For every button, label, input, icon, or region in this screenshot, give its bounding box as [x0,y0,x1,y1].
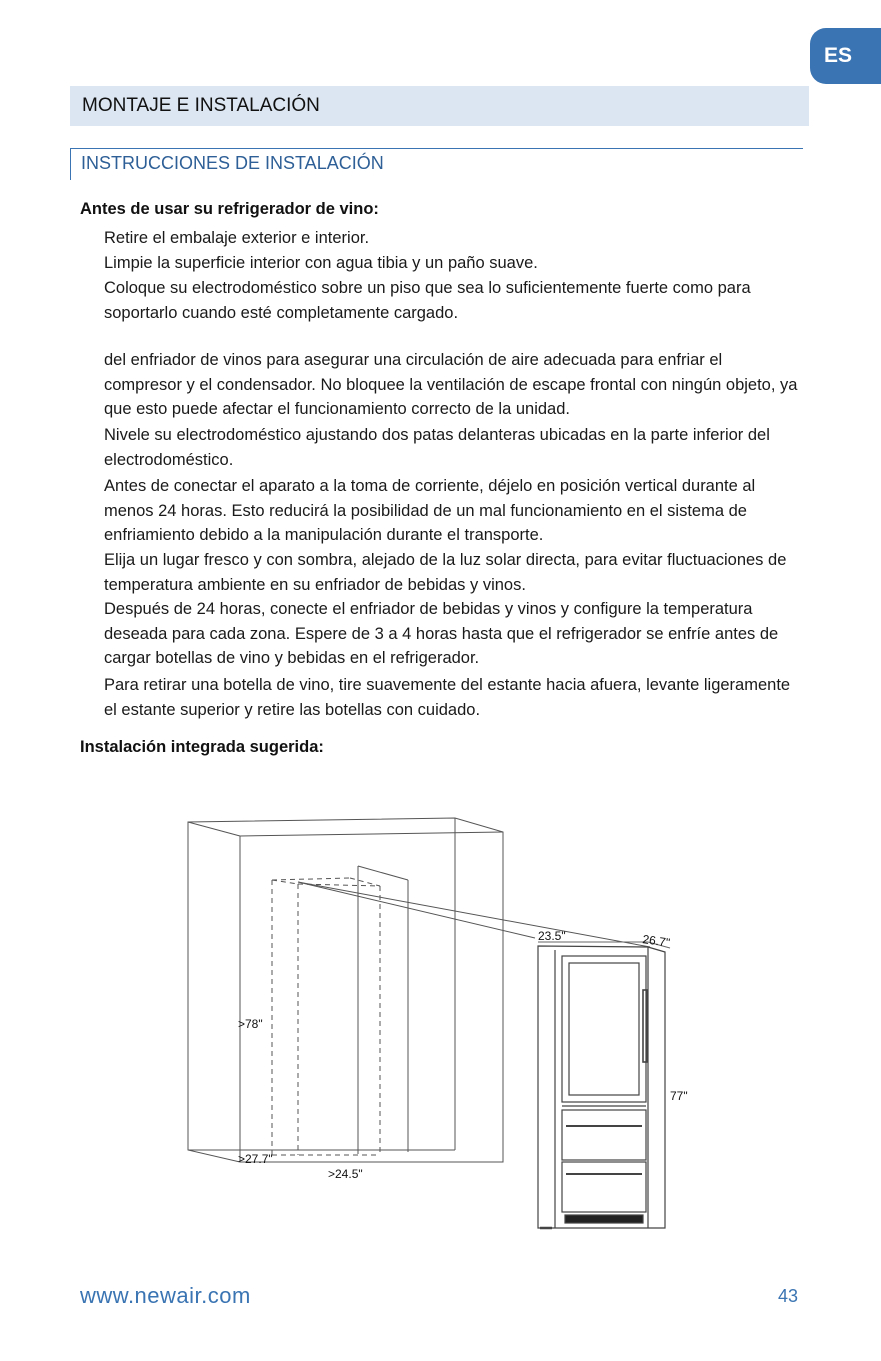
page-number: 43 [778,1286,799,1306]
installation-diagram [180,810,720,1250]
wine-cooler-unit [538,946,665,1228]
cabinet-outline [188,818,503,1162]
cabinet-depth-label: >27.7" [238,1152,273,1166]
before-use-heading: Antes de usar su refrigerador de vino: [80,200,379,218]
subsection-title: INSTRUCCIONES DE INSTALACIÓN [70,148,803,180]
niche-outline [272,878,380,1155]
unit-width-label: 23.5" [538,929,566,943]
unit-depth-label: 26.7" [641,932,671,950]
section-title: MONTAJE E INSTALACIÓN [70,86,809,126]
language-tab: ES [810,28,881,84]
unit-height-label: 77" [670,1089,688,1103]
cabinet-height-label: >78" [238,1017,263,1031]
instruction-item: Limpie la superficie interior con agua tibia y un paño suave. [104,254,538,272]
footer-url[interactable]: www.newair.com [80,1283,251,1308]
instruction-item: Antes de conectar el aparato a la toma de corriente, déjelo en posición vertical durante al menos 24 horas. Esto reducirá la posibilidad de un mal funcionamiento en el sistema de enfriamiento debido a la manipulación durante el transporte. [104,477,756,544]
instruction-item: Para retirar una botella de vino, tire suavemente del estante hacia afuera, levante ligeramente el estante superior y retire las botellas con cuidado. [104,676,791,719]
instruction-item: Retire el embalaje exterior e interior. [104,229,370,247]
instruction-item: del enfriador de vinos para asegurar una circulación de aire adecuada para enfriar el compresor y el condensador. No bloquee la ventilación de escape frontal con ningún objeto, ya que esto puede afectar el funcionamiento correcto de la unidad. [104,351,798,418]
built-in-heading: Instalación integrada sugerida: [80,738,324,756]
instruction-item: Elija un lugar fresco y con sombra, alejado de la luz solar directa, para evitar fluctuaciones de temperatura ambiente en su enfriador de bebidas y vinos. [104,551,787,594]
cabinet-width-label: >24.5" [328,1167,363,1181]
instruction-item: Coloque su electrodoméstico sobre un piso que sea lo suficientemente fuerte como para soportarlo cuando esté completamente cargado. [104,279,751,322]
instruction-item: Después de 24 horas, conecte el enfriador de bebidas y vinos y configure la temperatura deseada para cada zona. Espere de 3 a 4 horas hasta que el refrigerador se enfríe antes de cargar botellas de vino y bebidas en el refrigerador. [104,600,779,667]
instruction-item: Nivele su electrodoméstico ajustando dos patas delanteras ubicadas en la parte inferior del electrodoméstico. [104,426,770,469]
